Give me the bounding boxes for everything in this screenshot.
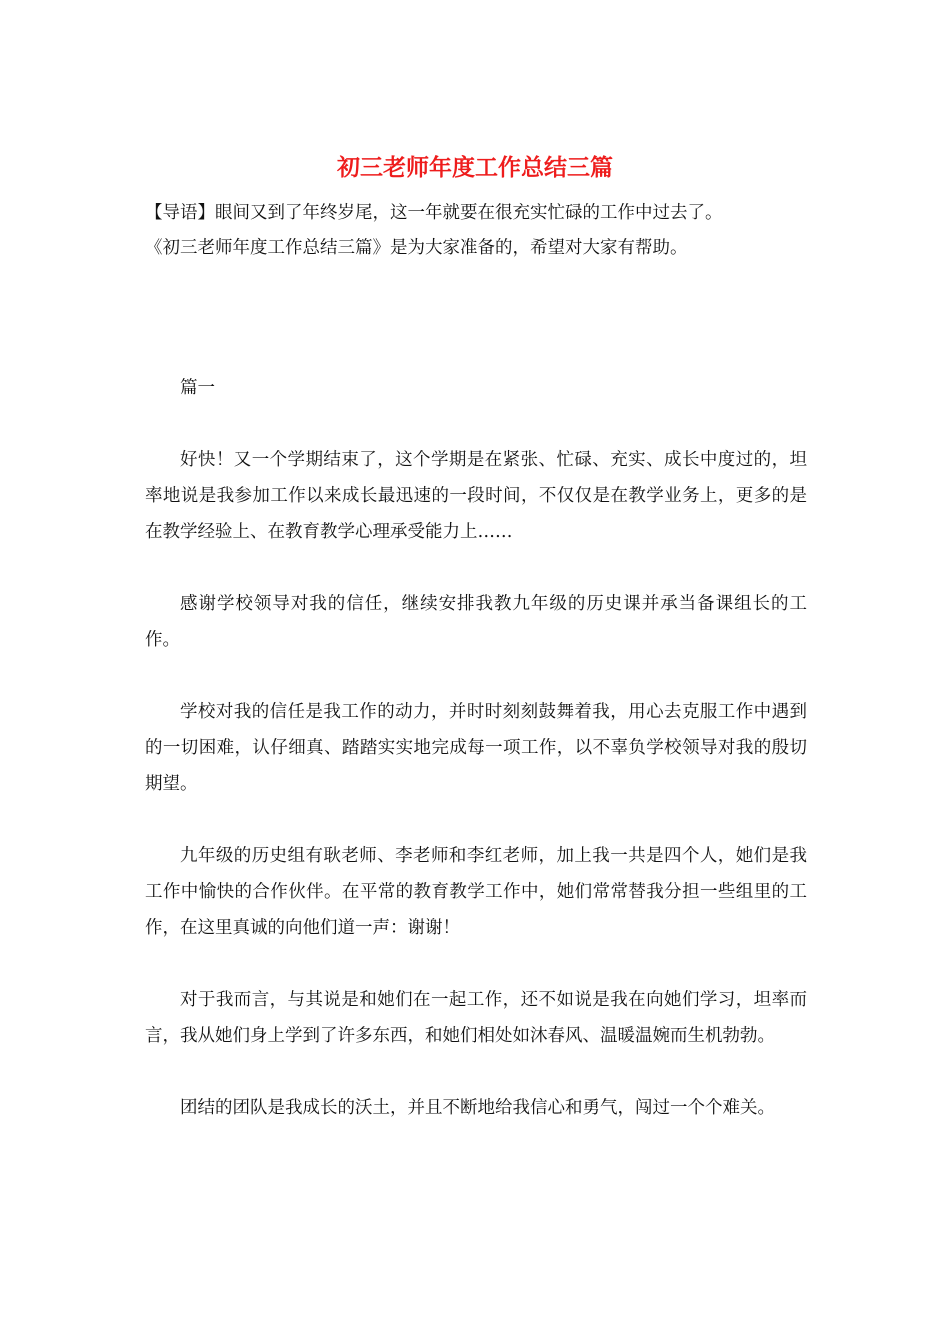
document-body	[145, 370, 807, 1162]
document-title: 初三老师年度工作总结三篇	[337, 154, 613, 181]
section-heading: 篇一	[180, 378, 215, 398]
paragraph: 感谢学校领导对我的信任，继续安排我教九年级的历史课并承当备课组长的工作。	[145, 594, 807, 650]
paragraph: 对于我而言，与其说是和她们在一起工作，还不如说是我在向她们学习，坦率而言，我从她们身上学到了许多东西，和她们相处如沐春风、温暖温婉而生机勃勃。	[145, 990, 807, 1046]
document-intro	[145, 196, 825, 266]
paragraph: 好快！又一个学期结束了，这个学期是在紧张、忙碌、充实、成长中度过的，坦率地说是我参加工作以来成长最迅速的一段时间，不仅仅是在教学业务上，更多的是在教学经验上、在教育教学心理承受能力上……	[145, 450, 807, 542]
paragraph: 九年级的历史组有耿老师、李老师和李红老师，加上我一共是四个人，她们是我工作中愉快的合作伙伴。在平常的教育教学工作中，她们常常替我分担一些组里的工作，在这里真诚的向他们道一声：谢谢！	[145, 846, 807, 938]
intro-line-2: 《初三老师年度工作总结三篇》是为大家准备的，希望对大家有帮助。	[145, 238, 688, 258]
paragraph: 团结的团队是我成长的沃土，并且不断地给我信心和勇气，闯过一个个难关。	[180, 1098, 775, 1118]
paragraph: 学校对我的信任是我工作的动力，并时时刻刻鼓舞着我，用心去克服工作中遇到的一切困难，认仔细真、踏踏实实地完成每一项工作，以不辜负学校领导对我的殷切期望。	[145, 702, 807, 794]
intro-line-1: 【导语】眼间又到了年终岁尾，这一年就要在很充实忙碌的工作中过去了。	[145, 203, 723, 223]
